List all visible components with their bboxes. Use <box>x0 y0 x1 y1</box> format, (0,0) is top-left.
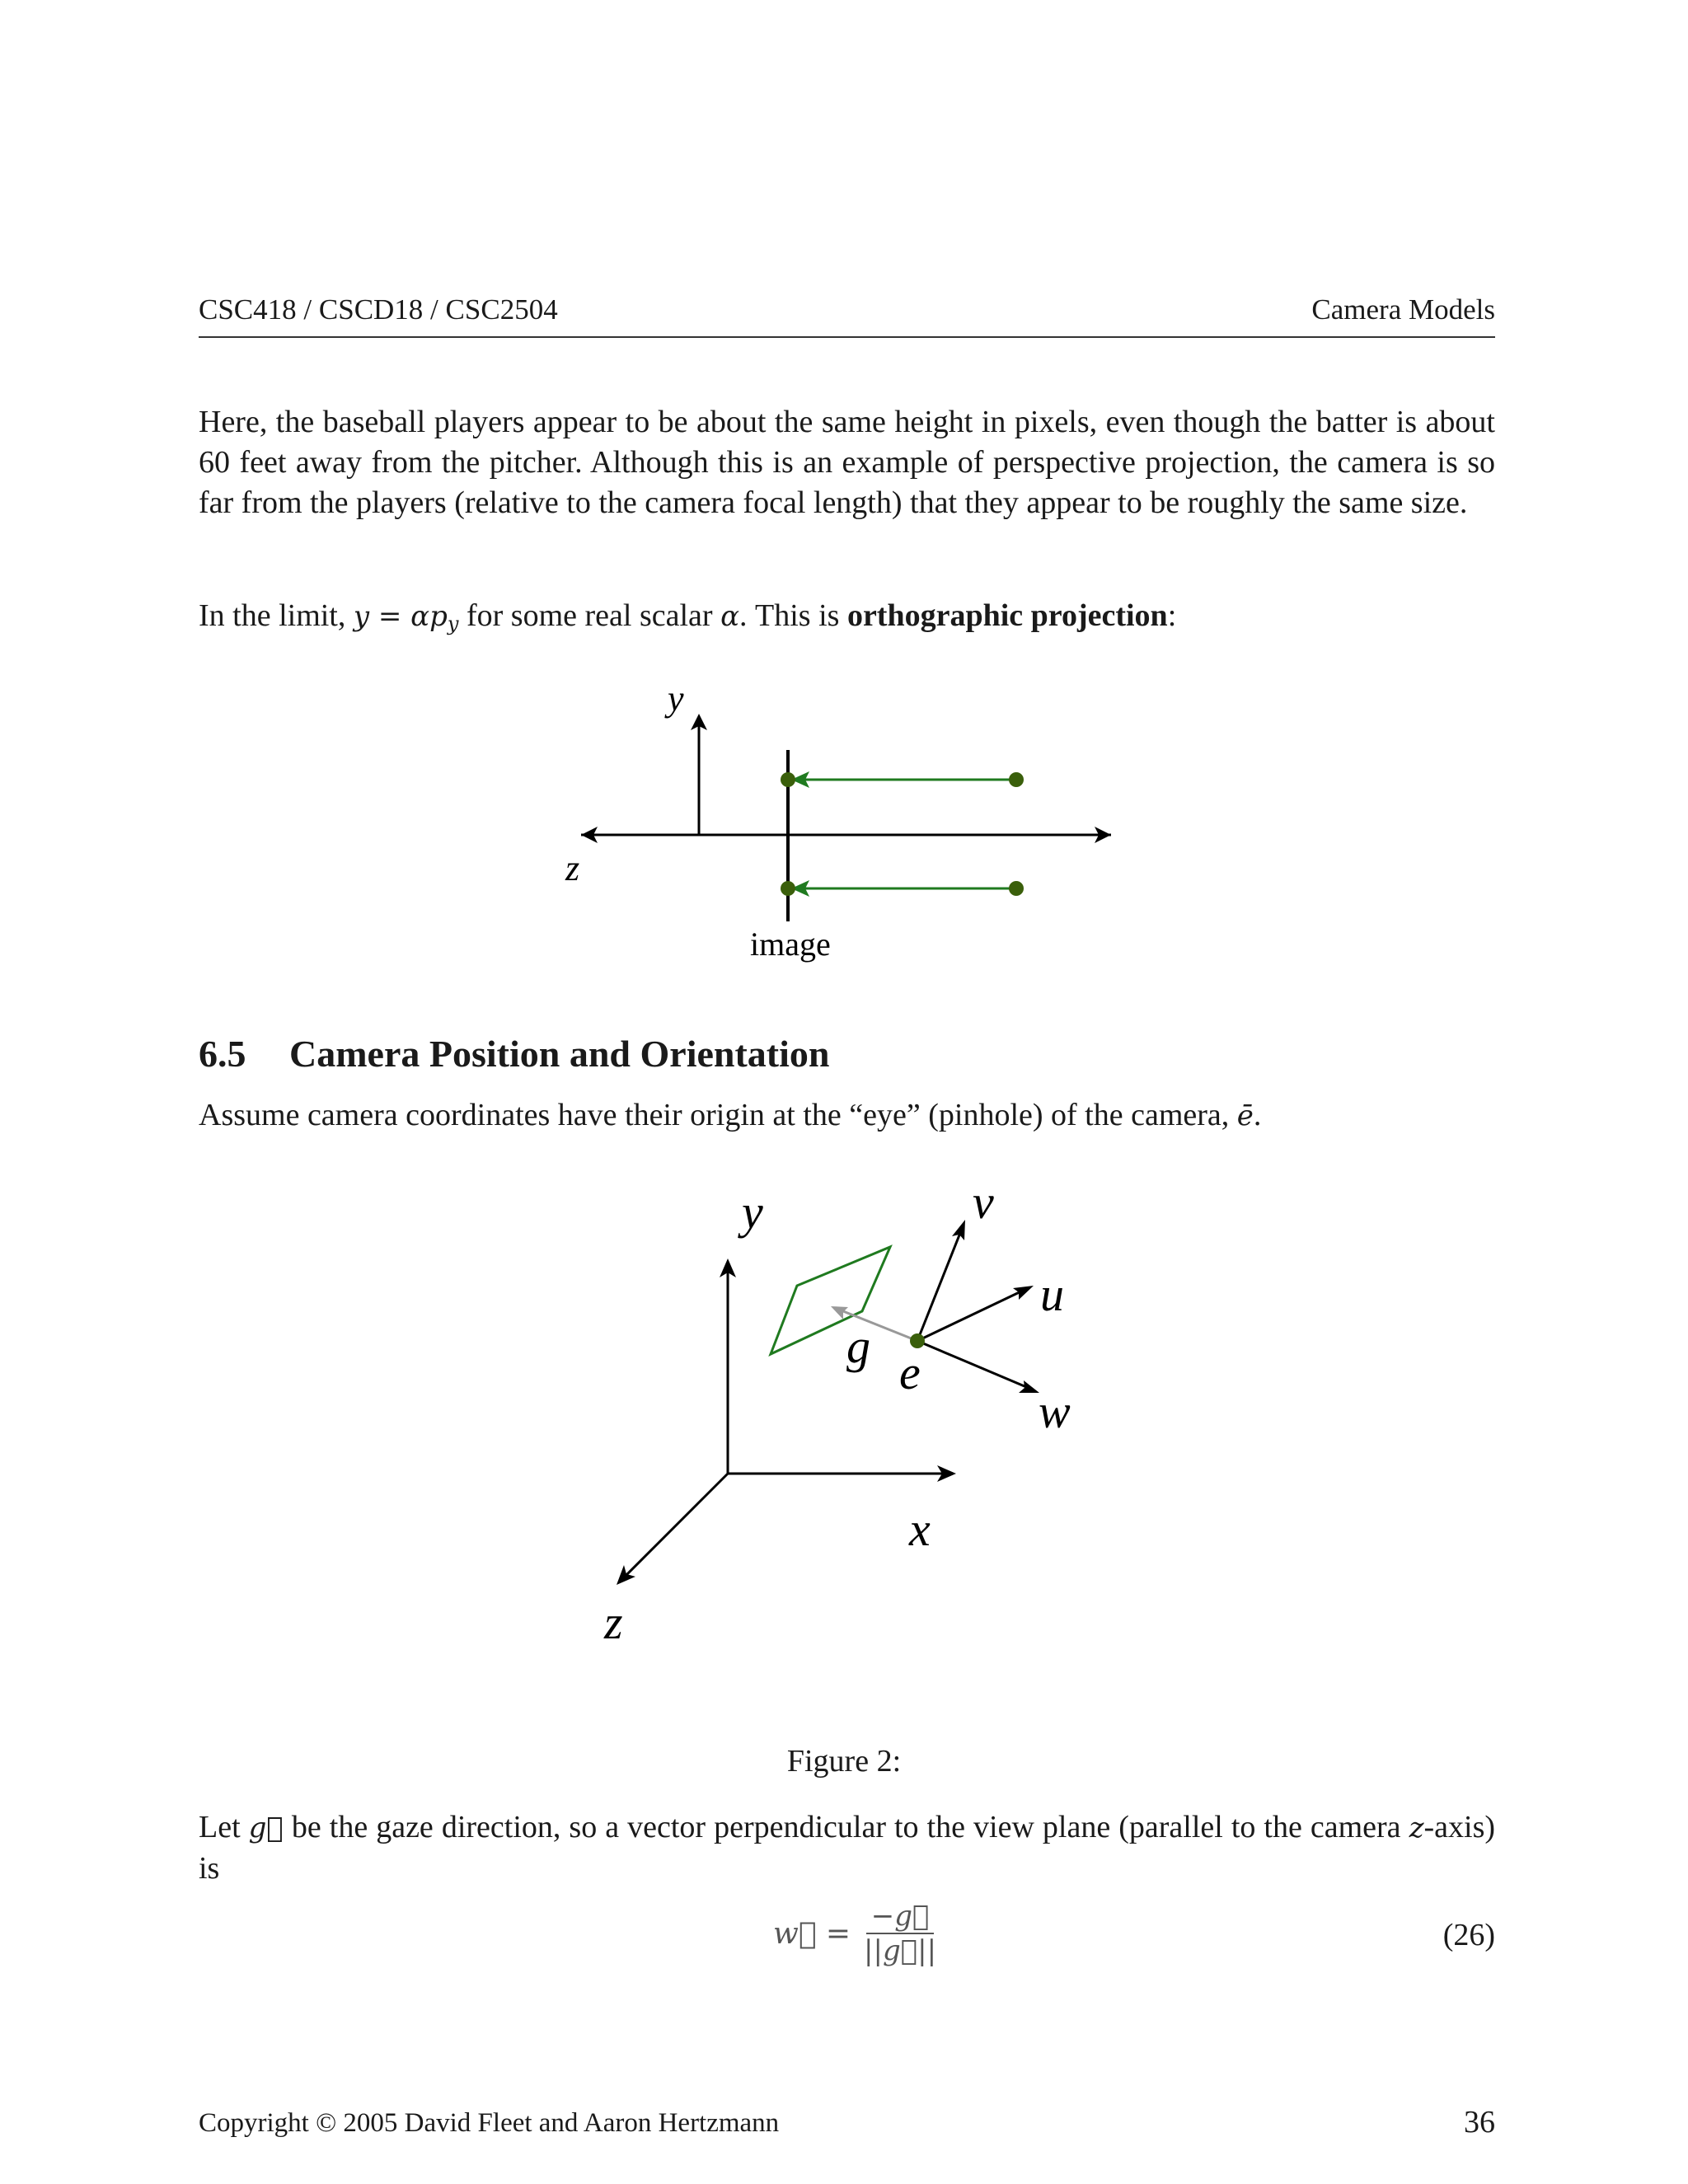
image-point-top <box>781 772 795 787</box>
figure-caption: Figure 2: <box>786 1744 902 1779</box>
equation-lhs: w⃗ = <box>773 1916 851 1951</box>
camera-w-arrow <box>1019 1380 1039 1393</box>
view-plane <box>771 1247 890 1354</box>
label-world-x: x <box>909 1502 931 1556</box>
page-number: 36 <box>1464 2105 1495 2139</box>
paragraph-camera-origin: Assume camera coordinates have their origin at the “eye” (pinhole) of the camera, ē. <box>199 1098 1262 1132</box>
orthographic-diagram <box>0 0 1688 989</box>
world-point-top <box>1009 772 1024 787</box>
paragraph-limit: In the limit, $y = \alpha p_y$ for some real scalar α. This is orthographic projection: <box>199 598 1177 635</box>
math-y-alpha-p: y = αp <box>353 600 448 633</box>
paragraph-baseball: Here, the baseball players appear to be about the same height in pixels, even though the batter is about 60 feet away from the pitcher. Although this is an example of perspective projection, the camera is so far from the players (relative to the camera focal length) that they appear to be roughly the same size. <box>199 405 1495 520</box>
label-u: u <box>1040 1268 1064 1321</box>
paragraph-gaze: Let g⃗ be the gaze direction, so a vector perpendicular to the view plane (parallel to the camera z-axis) is <box>199 1810 1496 1886</box>
label-world-z: z <box>604 1596 623 1649</box>
label-y: y <box>668 678 684 719</box>
equation-number: (26) <box>1442 1918 1495 1952</box>
equation-denominator: ||g⃗|| <box>864 1934 937 1967</box>
equation-numerator: −g⃗ <box>866 1900 935 1934</box>
camera-w-axis <box>917 1341 1030 1389</box>
math-e-bar: ē <box>1236 1099 1254 1132</box>
chapter-title: Camera Models <box>1311 293 1495 326</box>
label-world-y: y <box>742 1185 763 1239</box>
label-e: e <box>899 1346 921 1399</box>
label-g: g <box>846 1319 870 1373</box>
equation-fraction <box>859 1900 941 1967</box>
math-alpha: α <box>720 600 740 633</box>
math-z: z <box>1409 1811 1424 1844</box>
equation-26 <box>773 1892 941 1975</box>
world-point-bottom <box>1009 881 1024 896</box>
camera-frame-diagram <box>0 1154 1688 1665</box>
label-z: z <box>565 848 580 888</box>
section-title: Camera Position and Orientation <box>289 1033 830 1075</box>
course-code: CSC418 / CSCD18 / CSC2504 <box>199 293 558 326</box>
term-orthographic-projection: orthographic projection <box>846 598 1168 633</box>
world-z-axis <box>622 1474 728 1579</box>
image-point-bottom <box>781 881 795 896</box>
label-image: image <box>750 926 831 963</box>
label-v: v <box>973 1175 994 1229</box>
label-w: w <box>1039 1385 1071 1438</box>
section-number: 6.5 <box>199 1033 246 1075</box>
section-heading <box>199 1032 829 1076</box>
copyright-notice: Copyright © 2005 David Fleet and Aaron Hertzmann <box>199 2108 780 2138</box>
math-g-vec: g⃗ <box>248 1811 284 1844</box>
